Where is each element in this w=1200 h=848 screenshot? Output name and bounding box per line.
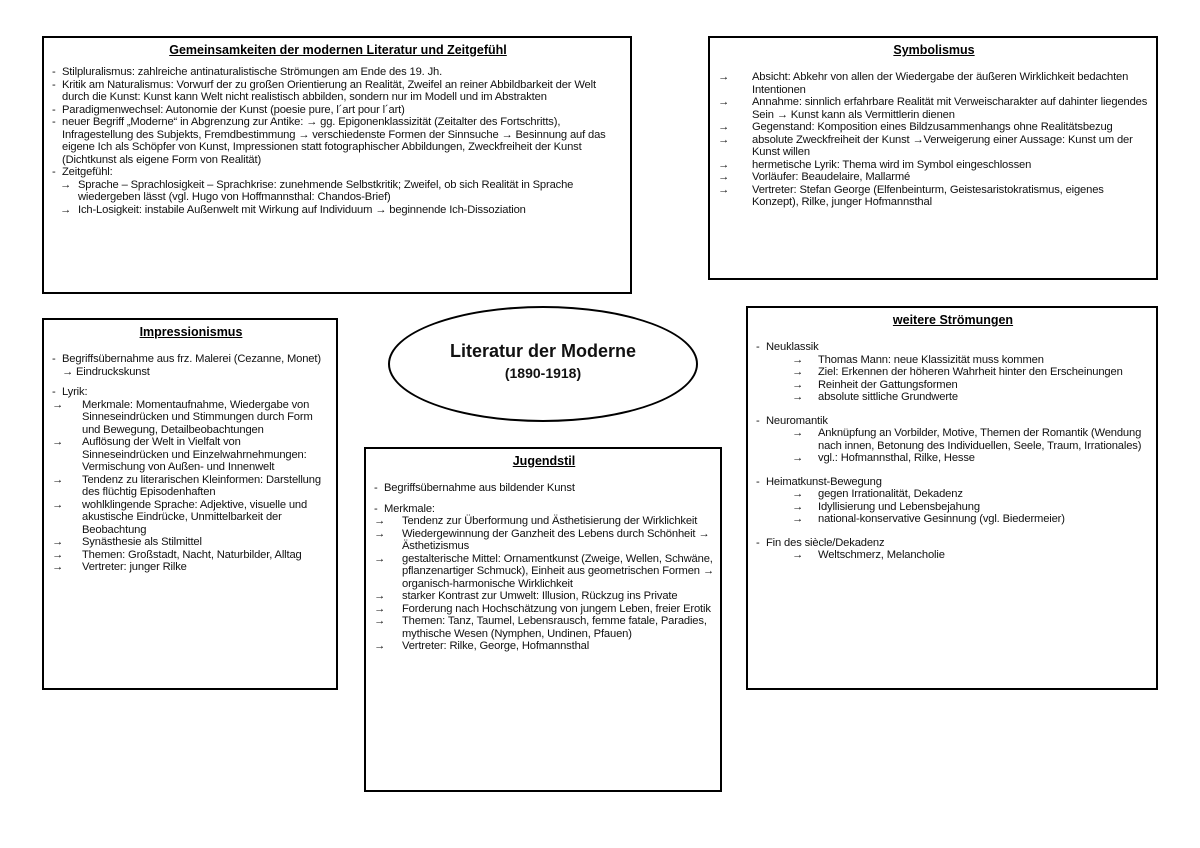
list-item: → Idyllisierung und Lebensbejahung (792, 500, 980, 513)
list-item: → vgl.: Hofmannsthal, Rilke, Hesse (792, 452, 975, 464)
list-item: → absolute sittliche Grundwerte (792, 391, 958, 403)
list-item: → Themen: Tanz, Taumel, Lebensrausch, femme fatale, Paradies, mythische Wesen (Nymphen, Undinen, Pfauen) (374, 615, 707, 640)
list-item: → Thomas Mann: neue Klassizität muss kommen (792, 353, 1044, 366)
box-weitere-title: weitere Strömungen (892, 313, 1014, 327)
list-item: → Merkmale: Momentaufnahme, Wiedergabe von Sinneseindrücken und Stimmungen durch Form und Bewegung, Detailbeobachtungen (52, 398, 313, 436)
list-item: - Fin des siècle/Dekadenz (756, 536, 885, 549)
box-jugendstil-title: Jugendstil (512, 454, 576, 468)
list-item: - Merkmale: (374, 502, 435, 515)
list-item: → gestalterische Mittel: Ornamentkunst (Zweige, Wellen, Schwäne, pflanzenartiger Schmuck), Einheit aus geometrischen Formen → organisch-harmonische Wirklichkeit (374, 552, 714, 590)
list-item: → Reinheit der Gattungsformen (792, 378, 958, 391)
box-impressionismus-title: Impressionismus (139, 325, 243, 339)
list-item: - Begriffsübernahme aus bildender Kunst (374, 482, 575, 494)
list-item: → starker Kontrast zur Umwelt: Illusion, Rückzug ins Private (374, 590, 678, 602)
list-item: - Paradigmenwechsel: Autonomie der Kunst (poesie pure, l´art pour l´art) (52, 103, 405, 116)
list-item: → Sprache – Sprachlosigkeit – Sprachkrise: zunehmende Selbstkritik; Zweifel, ob sich Realität in Sprache wiedergeben lässt (vgl. Hugo von Hoffmannsthal: Chandos-Brief) (60, 178, 574, 203)
list-item: → Synästhesie als Stilmittel (52, 536, 202, 548)
list-item: → Auflösung der Welt in Vielfalt von Sinneseindrücken und Einzelwahrnehmungen: Vermischung von Außen- und Innenwelt (52, 436, 307, 473)
box-symbolismus (708, 36, 1158, 280)
list-item: - Stilpluralismus: zahlreiche antinaturalistische Strömungen am Ende des 19. Jh. (52, 66, 443, 78)
list-item: → Ich-Losigkeit: instabile Außenwelt mit Wirkung auf Individuum → beginnende Ich-Dissoziation (60, 203, 526, 216)
list-item: → absolute Zweckfreiheit der Kunst →Verweigerung einer Aussage: Kunst um der Kunst willen (718, 133, 1133, 158)
list-item: → Vertreter: Stefan George (Elfenbeinturm, Geistesaristokratismus, eigenes Konzept), Rilke, junger Hofmannsthal (718, 183, 1104, 208)
impressionismus-list (52, 353, 330, 574)
list-item: → national-konservative Gesinnung (vgl. Biedermeier) (792, 513, 1065, 525)
jugendstil-list (374, 482, 714, 653)
list-item: → hermetische Lyrik: Thema wird im Symbol eingeschlossen (718, 158, 1032, 171)
gemeinsamkeiten-list (52, 66, 624, 216)
box-weitere-stroemungen (746, 306, 1158, 690)
box-impressionismus (42, 318, 338, 690)
symbolismus-list (718, 71, 1150, 209)
list-item: - Kritik am Naturalismus: Vorwurf der zu großen Orientierung an Realität, Zweifel an reiner Abbildbarkeit der Welt durch die Kunst: Kunst kann Welt nicht realistisch abbilden, sondern nur im Modell und im Abstrakten (52, 78, 596, 103)
list-item: → Themen: Großstadt, Nacht, Naturbilder, Alltag (52, 548, 302, 561)
list-item: → Tendenz zur Überformung und Ästhetisierung der Wirklichkeit (374, 515, 698, 527)
list-item: - neuer Begriff „Moderne“ in Abgrenzung zur Antike: → gg. Epigonenklassizität (Zeitalter des Fortschritts), Infragestellung des Subjekts, Fremdbestimmung → verschiedenste Formen der Sinnsuche → Besinnung auf das eigene Ich als Schöpfer von Kunst, Impressionen statt fotographischer Abbildungen, Zweckfreiheit der Kunst (Dichtkunst als eigene Form von Realität) (52, 116, 606, 166)
list-item: → Tendenz zu literarischen Kleinformen: Darstellung des flüchtig Episodenhaften (52, 473, 321, 498)
central-title: Literatur der Moderne (449, 341, 637, 361)
list-item: - Heimatkunst-Bewegung (756, 475, 882, 488)
list-item: → Wiedergewinnung der Ganzheit des Lebens durch Schönheit → Ästhetizismus (374, 527, 710, 552)
weitere-list (756, 341, 1150, 562)
list-item: → wohlklingende Sprache: Adjektive, visuelle und akustische Eindrücke, Unmittelbarkeit der Beobachtung (52, 498, 308, 536)
list-item: - Neuklassik (756, 341, 819, 353)
list-item: → Vertreter: Rilke, George, Hofmannsthal (374, 640, 590, 652)
list-item: - Begriffsübernahme aus frz. Malerei (Cezanne, Monet) → Eindruckskunst (52, 353, 321, 378)
list-item: - Lyrik: (52, 386, 88, 398)
list-item: → Ziel: Erkennen der höheren Wahrheit hinter den Erscheinungen (792, 366, 1123, 378)
box-gemeinsamkeiten (42, 36, 632, 294)
list-item: → Absicht: Abkehr von allen der Wiedergabe der äußeren Wirklichkeit bedachten Intentionen (718, 71, 1129, 96)
list-item: → Anknüpfung an Vorbilder, Motive, Themen der Romantik (Wendung nach innen, Betonung des Individuellen, Seele, Traum, Irrationales) (792, 427, 1142, 452)
box-gemeinsamkeiten-title: Gemeinsamkeiten der modernen Literatur und Zeitgefühl (169, 43, 507, 57)
list-item: - Zeitgefühl: (52, 166, 113, 178)
box-symbolismus-title: Symbolismus (893, 43, 975, 57)
list-item: → Annahme: sinnlich erfahrbare Realität mit Verweischarakter auf dahinter liegendes Sein → Kunst kann als Vermittlerin dienen (718, 96, 1148, 121)
central-subtitle: (1890-1918) (504, 365, 582, 381)
list-item: - Neuromantik (756, 414, 828, 427)
box-jugendstil (364, 447, 722, 792)
list-item: → Vertreter: junger Rilke (52, 561, 187, 573)
list-item: → gegen Irrationalität, Dekadenz (792, 488, 963, 500)
central-topic-ellipse (388, 306, 698, 422)
list-item: → Vorläufer: Beaudelaire, Mallarmé (718, 171, 911, 183)
list-item: → Gegenstand: Komposition eines Bildzusammenhangs ohne Realitätsbezug (718, 121, 1113, 133)
list-item: → Weltschmerz, Melancholie (792, 549, 945, 561)
list-item: → Forderung nach Hochschätzung von jungem Leben, freier Erotik (374, 602, 711, 615)
